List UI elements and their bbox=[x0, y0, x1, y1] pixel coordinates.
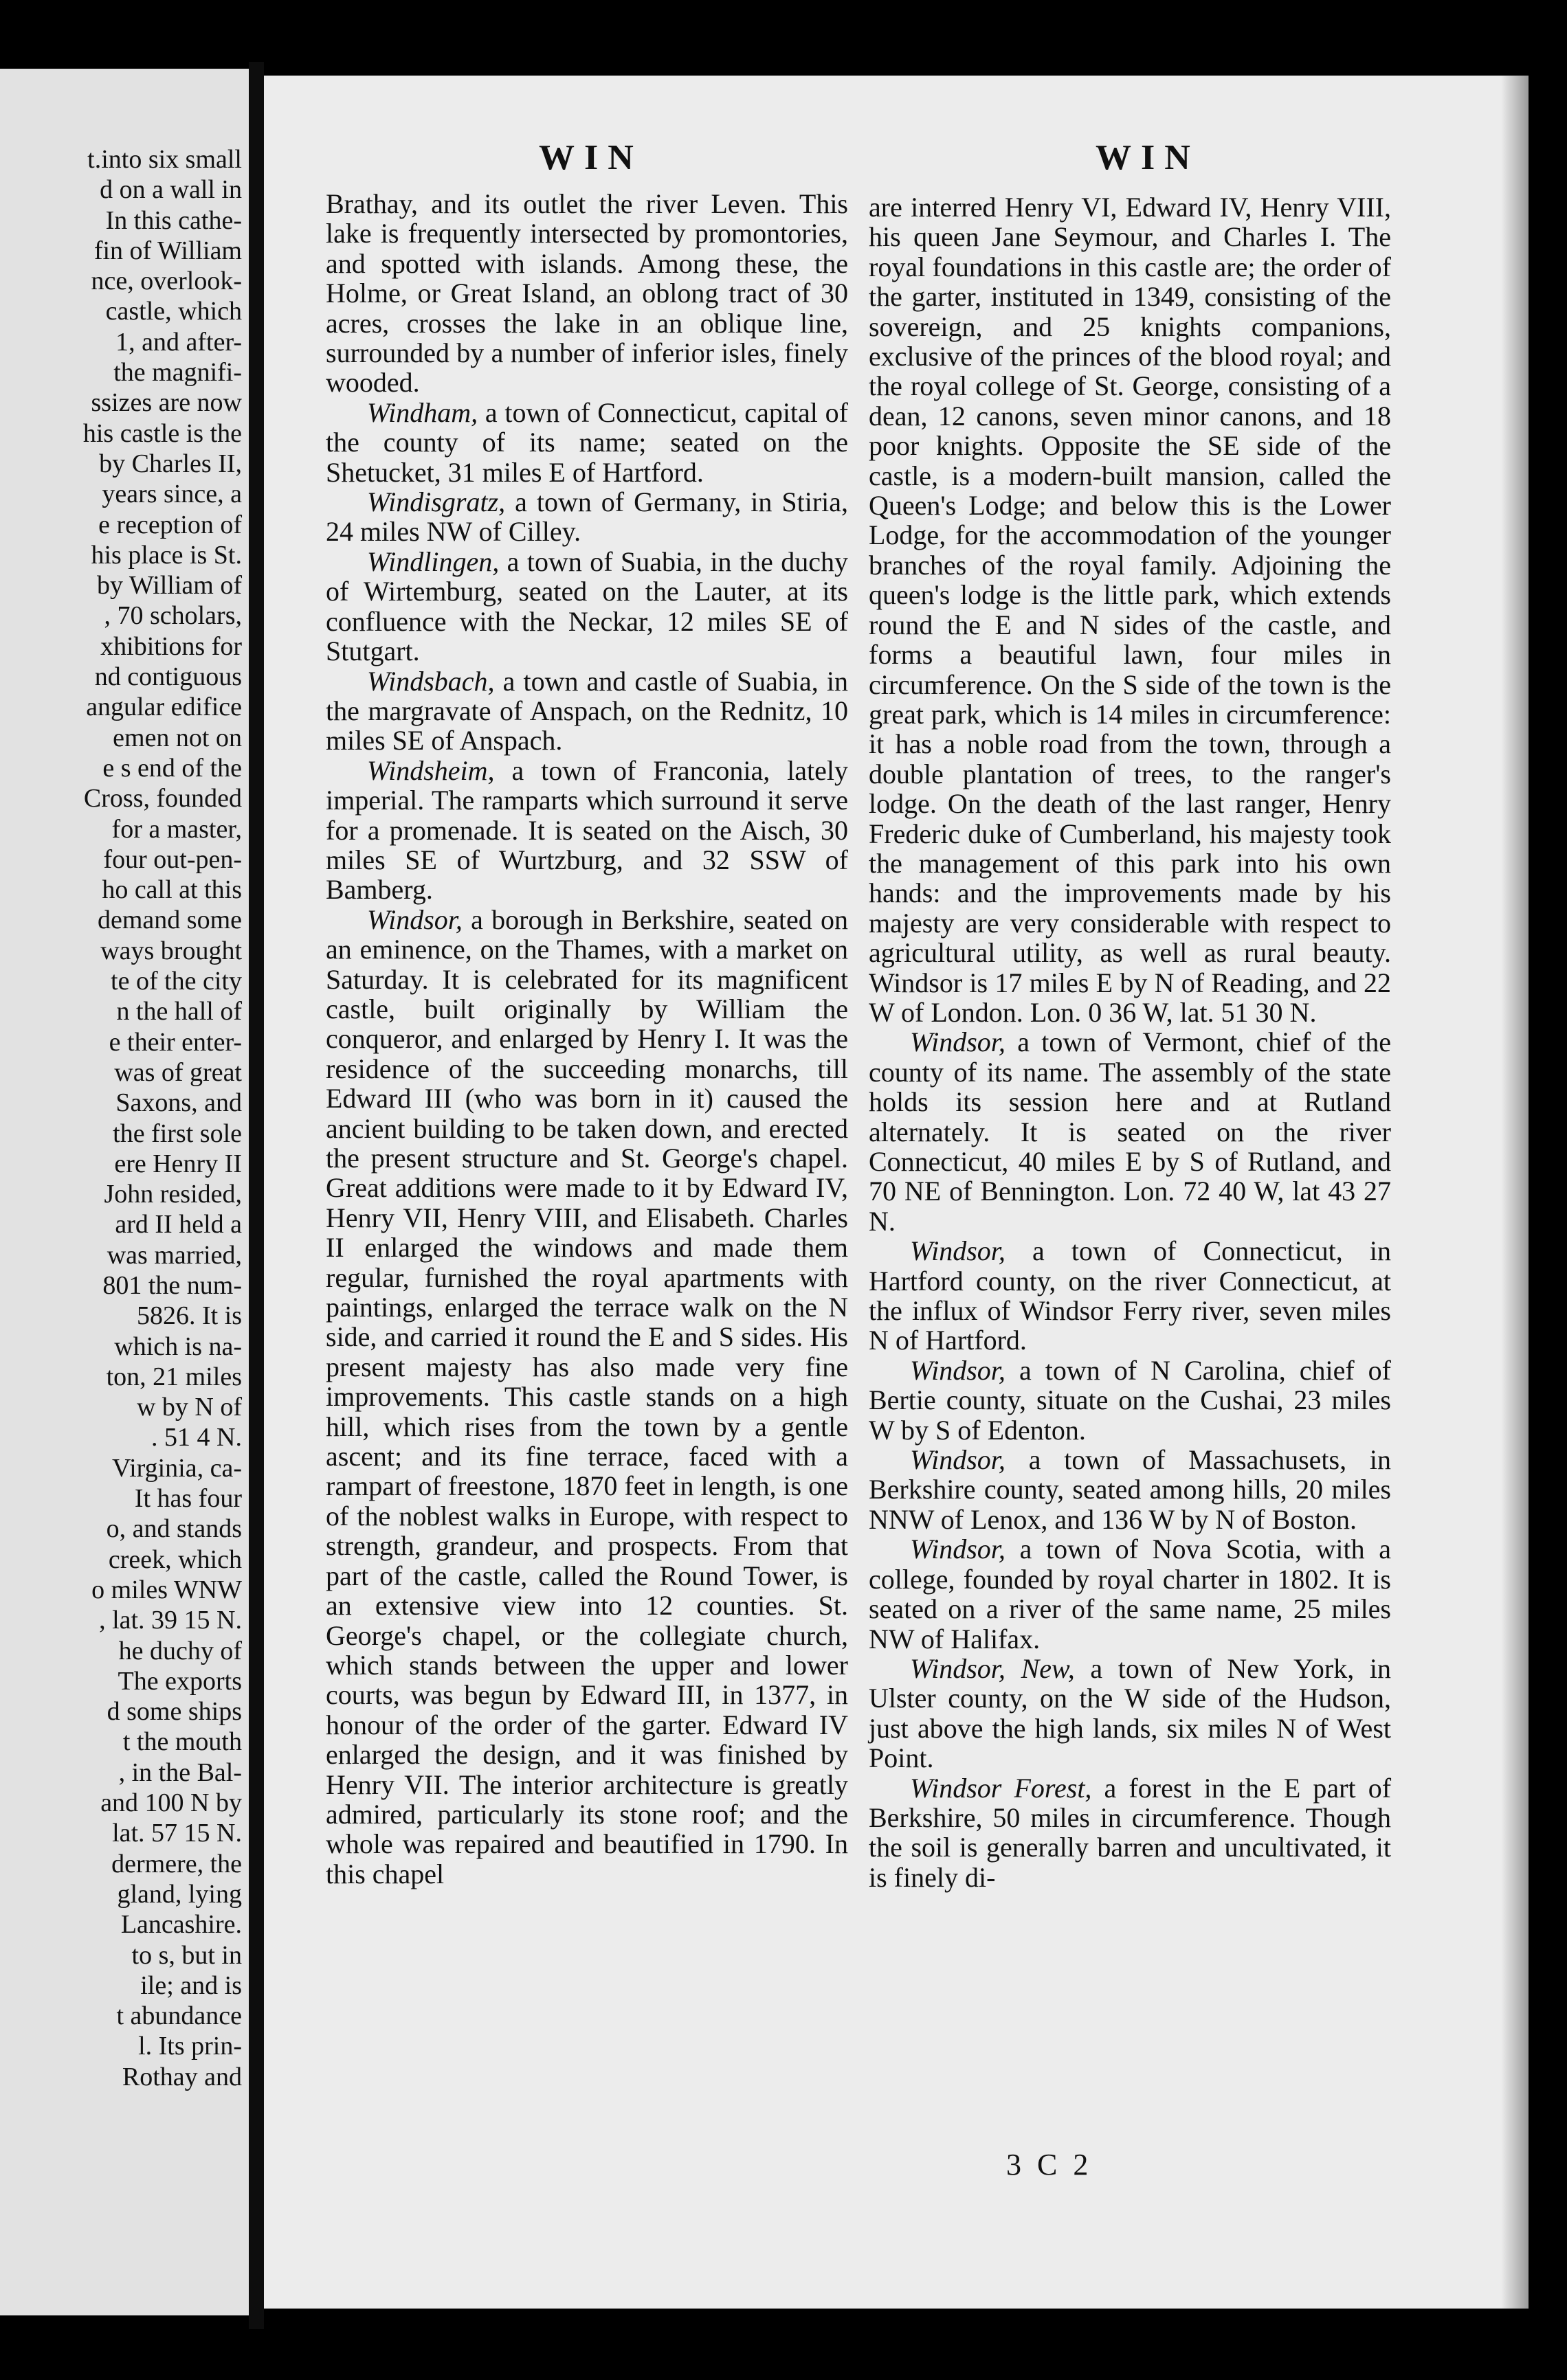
left-page-line: ard II held a bbox=[115, 1210, 242, 1239]
left-page-line: and 100 N by bbox=[100, 1788, 242, 1818]
left-page-line: t abundance bbox=[116, 2001, 242, 2031]
gazetteer-entry bbox=[326, 666, 848, 756]
entry-text: a borough in Berkshire, seated on an eminence, on the Thames, with a market on Saturday. It is celebrated for its magnificent castle, built originally by William the conqueror, and enlarged by Henry I. It was the residence of the succeeding monarchs, till Edward III (who was born in it) caused the ancient building to be taken down, and erected the present structure and St. George's chapel. Great additions were made to it by Edward IV, Henry VII, Henry VIII, and Elisabeth. Charles II enlarged the windows and made them regular, furnished the royal apartments with paintings, enlarged the terrace walk on the N side, and carried it round the E and S sides. His present majesty has also made very fine improvements. This castle stands on a high hill, which rises from the town by a gentle ascent; and its fine terrace, faced with a rampart of freestone, 1870 feet in length, is one of the noblest walks in Europe, with respect to strength, grandeur, and prospects. From that part of the castle, called the Round Tower, is an extensive view into 12 counties. St. George's chapel, or the collegiate church, which stands between the upper and lower courts, was begun by Edward III, in 1377, in honour of the order of the garter. Edward IV enlarged the design, and it was finished by Henry VII. The interior architecture is greatly admired, particularly its stone roof; and the whole was repaired and beautified in 1790. In this chapel bbox=[326, 903, 848, 1889]
gazetteer-entry bbox=[869, 192, 1391, 1027]
left-page-line: angular edifice bbox=[86, 693, 242, 722]
left-page-line: four out-pen- bbox=[103, 844, 242, 874]
entry-text: a town of Connecticut, capital of the county of its name; seated on the Shetucket, 31 miles E of Hartford. bbox=[326, 396, 848, 488]
left-page-line: Cross, founded bbox=[83, 784, 242, 813]
left-page-line: ile; and is bbox=[140, 1971, 242, 2000]
left-page-line: In this cathe- bbox=[105, 205, 242, 235]
left-page-fragment bbox=[0, 69, 249, 2315]
left-page-line: ton, 21 miles bbox=[106, 1362, 242, 1391]
left-page-line: w by N of bbox=[136, 1393, 242, 1422]
gazetteer-entry bbox=[326, 547, 848, 666]
entry-text: Brathay, and its outlet the river Leven. This lake is frequently intersected by promontories, and spotted with islands. Among these, the Holme, or Great Island, an oblong tract of 30 acres, crosses the lake in an oblique line, surrounded by a number of inferior isles, finely wooded. bbox=[326, 188, 848, 398]
left-page-line: John resided, bbox=[104, 1180, 242, 1209]
gazetteer-entry bbox=[326, 189, 848, 398]
left-page-line: 5826. It is bbox=[136, 1301, 242, 1331]
left-page-line: ere Henry II bbox=[114, 1149, 242, 1178]
left-page-line: ways brought bbox=[100, 936, 242, 965]
left-page-line: e reception of bbox=[98, 510, 242, 539]
left-page-line: e their enter- bbox=[109, 1027, 242, 1057]
left-page-line: The exports bbox=[118, 1666, 242, 1696]
gazetteer-entry bbox=[869, 1027, 1391, 1236]
right-page bbox=[264, 76, 1529, 2309]
left-page-line: to s, but in bbox=[131, 1940, 242, 1970]
gazetteer-entry bbox=[869, 1445, 1391, 1534]
left-page-line: d on a wall in bbox=[100, 175, 242, 205]
left-page-line: was of great bbox=[114, 1057, 242, 1087]
entry-text: a town of Suabia, in the duchy of Wirtemburg, seated on the Lauter, at its confluence with the Neckar, 12 miles SE of Stutgart. bbox=[326, 546, 848, 667]
left-page-line: t the mouth bbox=[122, 1727, 242, 1757]
left-page-line: the first sole bbox=[113, 1119, 242, 1148]
gazetteer-entry bbox=[326, 905, 848, 1889]
entry-headword: Windsheim, bbox=[367, 754, 495, 786]
signature-mark: 3 C 2 bbox=[1006, 2148, 1093, 2181]
left-page-line: n the hall of bbox=[116, 997, 242, 1026]
entry-headword: Windsor, bbox=[910, 1235, 1005, 1267]
gazetteer-entry bbox=[326, 487, 848, 547]
entry-text: a town of Franconia, lately imperial. The ramparts which surround it serve for a promenade. It is seated on the Aisch, 30 miles SE of Wurtzburg, and 32 SSW of Bamberg. bbox=[326, 754, 848, 906]
left-page-line: 801 the num- bbox=[102, 1270, 242, 1300]
entry-text: a forest in the E part of Berkshire, 50 miles in circumference. Though the soil is generally barren and uncultivated, it is finely di- bbox=[869, 1772, 1392, 1893]
left-page-line: emen not on bbox=[113, 723, 242, 752]
left-page-line: l. Its prin- bbox=[138, 2032, 242, 2061]
entry-headword: Windsor, bbox=[910, 1354, 1005, 1386]
entry-text: a town of Massachusets, in Berkshire county, seated among hills, 20 miles NNW of Lenox, and 136 W by N of Boston. bbox=[869, 1444, 1391, 1535]
left-page-line: o miles WNW bbox=[91, 1575, 242, 1604]
entry-headword: Windisgratz, bbox=[367, 486, 506, 518]
entry-headword: Windsor, bbox=[367, 903, 463, 935]
left-page-line: the magnifi- bbox=[113, 358, 242, 388]
left-page-line: by William of bbox=[97, 571, 242, 600]
left-page-line: d some ships bbox=[107, 1697, 242, 1727]
left-page-line: e s end of the bbox=[102, 753, 242, 783]
left-page-line: , in the Bal- bbox=[118, 1758, 242, 1787]
entry-text: a town of Nova Scotia, with a college, founded by royal charter in 1802. It is seated on a river of the same name, 25 miles NW of Halifax. bbox=[869, 1534, 1391, 1654]
left-page-line: Rothay and bbox=[122, 2062, 242, 2091]
entry-text: a town and castle of Suabia, in the margravate of Anspach, on the Rednitz, 10 miles SE of Anspach. bbox=[326, 665, 848, 756]
left-page-line: his castle is the bbox=[82, 418, 242, 448]
left-page-line: It has four bbox=[134, 1484, 242, 1514]
entry-text: are interred Henry VI, Edward IV, Henry VIII, his queen Jane Seymour, and Charles I. The royal foundations in this castle are; the order of the garter, instituted in 1349, consisting of the sovereign, and 25 knights companions, exclusive of the princes of the blood royal; and the royal college of St. George, consisting of a dean, 12 canons, seven minor canons, and 18 poor knights. Opposite the SE side of the castle, is a modern-built mansion, called the Queen's Lodge; and below this is the Lower Lodge, for the accommodation of the younger branches of the royal family. Adjoining the queen's lodge is the little park, which extends round the E and N sides of the castle, and forms a beautiful lawn, four miles in circumference. On the S side of the town is the great park, which is 14 miles in circumference: it has a noble road from the town, through a double plantation of trees, to the ranger's lodge. On the death of the last ranger, Henry Frederic duke of Cumberland, his majesty took the management of this park into his own hands: and the improvements made by his majesty are very considerable with respect to agricultural utility, as well as rural beauty. Windsor is 17 miles E by N of Reading, and 22 W of London. Lon. 0 36 W, lat. 51 30 N. bbox=[869, 192, 1391, 1028]
column-2 bbox=[869, 192, 1391, 1892]
left-page-text bbox=[0, 144, 242, 2092]
left-page-line: for a master, bbox=[111, 814, 242, 844]
gazetteer-entry bbox=[869, 1534, 1391, 1654]
page-gutter bbox=[249, 62, 264, 2329]
gazetteer-entry bbox=[326, 756, 848, 905]
left-page-line: nd contiguous bbox=[94, 662, 242, 692]
gazetteer-entry bbox=[869, 1236, 1391, 1356]
left-page-line: which is na- bbox=[114, 1332, 242, 1361]
entry-headword: Windsor Forest, bbox=[910, 1772, 1092, 1804]
left-page-line: t.into six small bbox=[87, 145, 242, 174]
left-page-line: o, and stands bbox=[106, 1514, 242, 1544]
entry-headword: Windsbach, bbox=[367, 665, 495, 697]
left-page-line: te of the city bbox=[111, 967, 242, 996]
left-page-line: dermere, the bbox=[111, 1849, 242, 1878]
entry-headword: Windsor, bbox=[910, 1534, 1005, 1565]
entry-text: a town of N Carolina, chief of Bertie county, situate on the Cushai, 23 miles W by S of Edenton. bbox=[869, 1354, 1391, 1446]
left-page-line: ho call at this bbox=[102, 875, 242, 905]
left-page-line: castle, which bbox=[105, 297, 242, 326]
left-page-line: 1, and after- bbox=[115, 327, 242, 357]
left-page-line: nce, overlook- bbox=[91, 267, 242, 296]
left-page-line: , lat. 39 15 N. bbox=[99, 1606, 242, 1635]
gazetteer-entry bbox=[326, 398, 848, 487]
left-page-line: by Charles II, bbox=[99, 449, 242, 478]
left-page-line: was married, bbox=[107, 1240, 242, 1270]
gazetteer-entry bbox=[869, 1773, 1391, 1893]
gazetteer-entry bbox=[869, 1654, 1391, 1773]
left-page-line: , 70 scholars, bbox=[104, 601, 242, 631]
left-page-line: xhibitions for bbox=[100, 631, 242, 661]
left-page-line: Lancashire. bbox=[120, 1910, 242, 1940]
entry-text: a town of Vermont, chief of the county of its name. The assembly of the state holds its session here and at Rutland alternately. It is seated on the river Connecticut, 40 miles E by S of Rutland, and 70 NE of Bennington. Lon. 72 40 W, lat 43 27 N. bbox=[869, 1026, 1391, 1237]
entry-headword: Windlingen, bbox=[367, 546, 500, 577]
left-page-line: Saxons, and bbox=[115, 1088, 242, 1118]
left-page-line: years since, a bbox=[102, 480, 242, 509]
entry-headword: Windsor, New, bbox=[910, 1652, 1075, 1684]
left-page-line: he duchy of bbox=[118, 1636, 242, 1665]
left-page-line: Virginia, ca- bbox=[111, 1453, 242, 1483]
left-page-line: ssizes are now bbox=[91, 388, 242, 418]
entry-text: a town of Connecticut, in Hartford county, on the river Connecticut, at the influx of Windsor Ferry river, seven miles N of Hartford. bbox=[869, 1235, 1391, 1356]
entry-headword: Windsor, bbox=[910, 1444, 1005, 1476]
entry-text: a town of New York, in Ulster county, on the W side of the Hudson, just above the high lands, six miles N of West Point. bbox=[869, 1652, 1391, 1774]
entry-headword: Windham, bbox=[367, 396, 478, 428]
left-page-line: demand some bbox=[97, 906, 242, 935]
entry-headword: Windsor, bbox=[910, 1026, 1005, 1058]
left-page-line: fin of William bbox=[93, 236, 242, 265]
left-page-line: his place is St. bbox=[91, 540, 242, 570]
left-page-line: lat. 57 15 N. bbox=[112, 1819, 242, 1848]
running-head-left: WIN bbox=[539, 138, 643, 177]
gazetteer-entry bbox=[869, 1356, 1391, 1445]
column-1 bbox=[326, 189, 848, 1889]
running-head-right: WIN bbox=[1096, 138, 1200, 177]
page-edge-shadow bbox=[1501, 76, 1529, 2309]
entry-text: a town of Germany, in Stiria, 24 miles NW of Cilley. bbox=[326, 486, 848, 548]
left-page-line: creek, which bbox=[108, 1545, 242, 1574]
left-page-line: gland, lying bbox=[117, 1879, 242, 1909]
left-page-line: . 51 4 N. bbox=[151, 1423, 242, 1452]
